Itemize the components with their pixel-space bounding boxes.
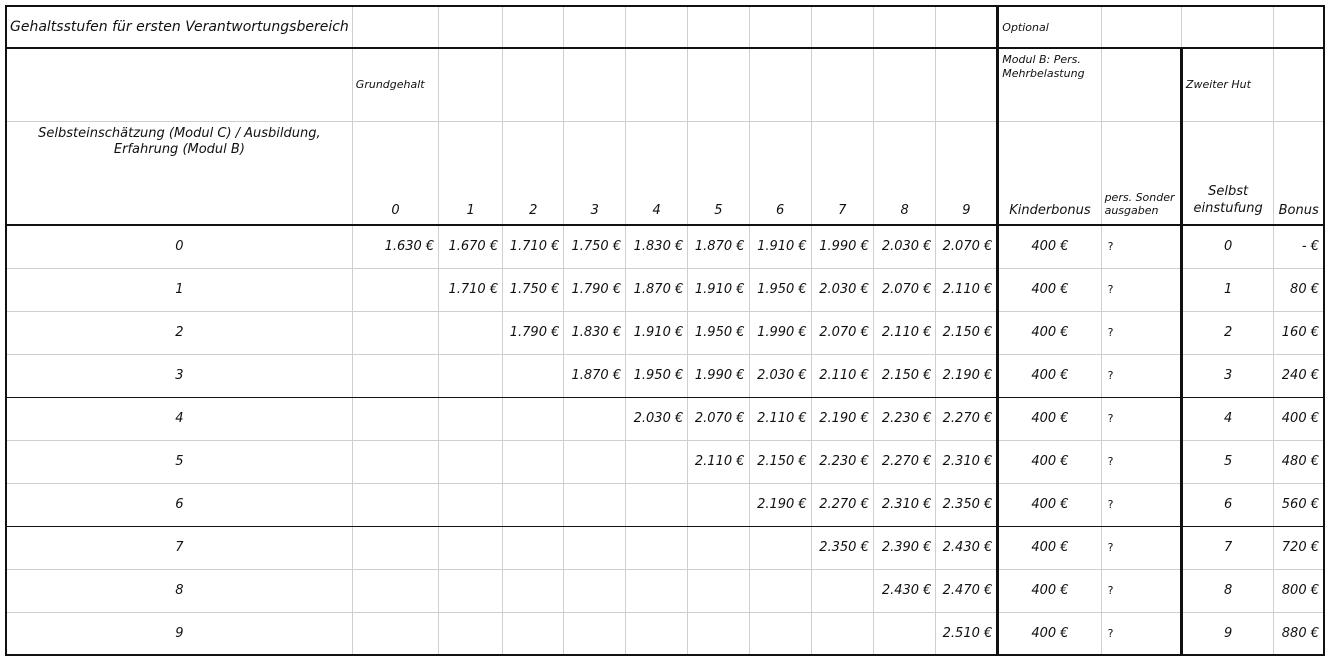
bonus-cell[interactable]: - € <box>1274 225 1324 268</box>
salary-cell[interactable] <box>749 612 811 655</box>
salary-cell[interactable] <box>503 612 564 655</box>
zweiter-hut-cell[interactable] <box>1181 48 1273 121</box>
salary-cell[interactable] <box>626 569 688 612</box>
salary-cell[interactable] <box>352 440 438 483</box>
salary-cell[interactable]: 2.270 € <box>936 397 998 440</box>
empty-cell[interactable] <box>1181 6 1273 48</box>
salary-cell[interactable] <box>503 483 564 526</box>
salary-cell[interactable]: 1.670 € <box>439 225 503 268</box>
kinderbonus-cell[interactable]: 400 € <box>998 483 1101 526</box>
salary-cell[interactable]: 2.510 € <box>936 612 998 655</box>
salary-cell[interactable]: 2.150 € <box>936 311 998 354</box>
salary-cell[interactable]: 2.070 € <box>873 268 936 311</box>
salary-cell[interactable] <box>503 397 564 440</box>
sonder-cell[interactable]: ? <box>1101 526 1181 569</box>
optional-label: Optional <box>1002 20 1049 34</box>
salary-cell[interactable] <box>626 526 688 569</box>
bonus-header[interactable] <box>1274 121 1324 225</box>
salary-cell[interactable]: 2.150 € <box>749 440 811 483</box>
level-header[interactable] <box>936 121 998 225</box>
level-header-label: 7 <box>838 203 847 218</box>
table-row <box>6 354 1324 397</box>
salary-cell[interactable] <box>439 440 503 483</box>
level-header-label: 9 <box>962 203 971 218</box>
salary-cell[interactable] <box>873 612 936 655</box>
selbsteinstufung-cell[interactable]: 3 <box>1181 354 1273 397</box>
salary-cell[interactable] <box>503 569 564 612</box>
salary-cell[interactable]: 1.990 € <box>688 354 749 397</box>
empty-cell[interactable] <box>503 48 564 121</box>
sonder-cell[interactable]: ? <box>1101 397 1181 440</box>
salary-cell[interactable]: 2.110 € <box>811 354 873 397</box>
salary-cell[interactable] <box>688 569 749 612</box>
salary-cell[interactable] <box>811 569 873 612</box>
empty-cell[interactable] <box>749 48 811 121</box>
salary-cell[interactable]: 2.030 € <box>811 268 873 311</box>
selbsteinstufung-cell[interactable]: 6 <box>1181 483 1273 526</box>
salary-cell[interactable]: 2.350 € <box>936 483 998 526</box>
row-level-cell[interactable]: 8 <box>6 569 352 612</box>
table-row <box>6 569 1324 612</box>
salary-cell[interactable] <box>352 268 438 311</box>
sheet-title-cell[interactable] <box>6 6 352 48</box>
salary-cell[interactable]: 2.190 € <box>936 354 998 397</box>
selbsteinstufung-cell[interactable]: 4 <box>1181 397 1273 440</box>
empty-cell[interactable] <box>352 6 438 48</box>
level-header[interactable] <box>626 121 688 225</box>
sonder-cell[interactable]: ? <box>1101 311 1181 354</box>
empty-cell[interactable] <box>6 48 352 121</box>
data-rows <box>6 225 1324 655</box>
kinderbonus-cell[interactable]: 400 € <box>998 526 1101 569</box>
grundgehalt-cell[interactable] <box>352 48 438 121</box>
sonder-cell[interactable]: ? <box>1101 612 1181 655</box>
kinderbonus-cell[interactable]: 400 € <box>998 354 1101 397</box>
row-level-cell[interactable]: 7 <box>6 526 352 569</box>
row-header-cell[interactable] <box>6 121 352 225</box>
optional-cell[interactable] <box>998 6 1101 48</box>
row-level-cell[interactable]: 0 <box>6 225 352 268</box>
kinderbonus-cell[interactable]: 400 € <box>998 440 1101 483</box>
salary-cell[interactable] <box>503 440 564 483</box>
zweiter-hut-label: Zweiter Hut <box>1185 78 1251 92</box>
bonus-cell[interactable]: 800 € <box>1274 569 1324 612</box>
table-row <box>6 483 1324 526</box>
table-row <box>6 225 1324 268</box>
bonus-cell[interactable]: 480 € <box>1274 440 1324 483</box>
row-level-cell[interactable]: 5 <box>6 440 352 483</box>
table-row <box>6 612 1324 655</box>
salary-cell[interactable]: 1.790 € <box>564 268 626 311</box>
salary-cell[interactable] <box>352 526 438 569</box>
empty-cell[interactable] <box>1101 6 1181 48</box>
empty-cell[interactable] <box>936 48 998 121</box>
sonder-cell[interactable]: ? <box>1101 569 1181 612</box>
empty-cell[interactable] <box>688 48 749 121</box>
salary-cell[interactable]: 2.030 € <box>626 397 688 440</box>
grundgehalt-label: Grundgehalt <box>355 78 425 92</box>
salary-cell[interactable] <box>439 397 503 440</box>
level-header-label: 2 <box>529 203 538 218</box>
level-header-label: 4 <box>652 203 661 218</box>
empty-cell[interactable] <box>811 48 873 121</box>
level-header-label: 0 <box>391 203 400 218</box>
selbsteinstufung-header[interactable] <box>1181 121 1273 225</box>
bonus-cell[interactable]: 80 € <box>1274 268 1324 311</box>
kinderbonus-cell[interactable]: 400 € <box>998 397 1101 440</box>
table-row <box>6 397 1324 440</box>
salary-cell[interactable] <box>626 440 688 483</box>
salary-cell[interactable] <box>439 526 503 569</box>
level-header-label: 3 <box>590 203 599 218</box>
salary-cell[interactable] <box>564 526 626 569</box>
empty-cell[interactable] <box>811 6 873 48</box>
salary-cell[interactable]: 2.110 € <box>749 397 811 440</box>
salary-cell[interactable] <box>352 569 438 612</box>
kinderbonus-cell[interactable]: 400 € <box>998 569 1101 612</box>
salary-cell[interactable] <box>352 612 438 655</box>
empty-cell[interactable] <box>626 6 688 48</box>
salary-cell[interactable]: 1.990 € <box>811 225 873 268</box>
salary-spreadsheet <box>5 5 1325 656</box>
empty-cell[interactable] <box>439 48 503 121</box>
empty-cell[interactable] <box>626 48 688 121</box>
level-header[interactable] <box>688 121 749 225</box>
empty-cell[interactable] <box>1101 48 1181 121</box>
salary-cell[interactable] <box>439 354 503 397</box>
salary-cell[interactable]: 1.750 € <box>503 268 564 311</box>
row-level-cell[interactable]: 2 <box>6 311 352 354</box>
salary-cell[interactable]: 2.030 € <box>749 354 811 397</box>
salary-cell[interactable] <box>811 612 873 655</box>
salary-cell[interactable]: 2.310 € <box>873 483 936 526</box>
salary-cell[interactable] <box>439 569 503 612</box>
sheet-title: Gehaltsstufen für ersten Verantwortungsbereich <box>10 19 349 35</box>
row-header-label: Selbsteinschätzung (Modul C) / Ausbildung, Erfahrung (Modul B) <box>38 125 321 157</box>
salary-cell[interactable]: 1.870 € <box>688 225 749 268</box>
level-header[interactable] <box>352 121 438 225</box>
salary-cell[interactable]: 2.070 € <box>936 225 998 268</box>
sonder-cell[interactable]: ? <box>1101 354 1181 397</box>
salary-cell[interactable] <box>749 569 811 612</box>
sonder-cell[interactable]: ? <box>1101 268 1181 311</box>
level-header[interactable] <box>439 121 503 225</box>
salary-cell[interactable]: 1.790 € <box>503 311 564 354</box>
salary-cell[interactable]: 2.430 € <box>936 526 998 569</box>
salary-cell[interactable]: 2.350 € <box>811 526 873 569</box>
salary-cell[interactable]: 2.270 € <box>811 483 873 526</box>
salary-cell[interactable] <box>564 397 626 440</box>
kinderbonus-cell[interactable]: 400 € <box>998 311 1101 354</box>
level-header[interactable] <box>564 121 626 225</box>
salary-cell[interactable]: 1.870 € <box>564 354 626 397</box>
empty-cell[interactable] <box>503 6 564 48</box>
salary-cell[interactable] <box>439 483 503 526</box>
salary-cell[interactable]: 1.710 € <box>439 268 503 311</box>
salary-cell[interactable]: 1.950 € <box>749 268 811 311</box>
selbsteinstufung-cell[interactable]: 8 <box>1181 569 1273 612</box>
row-level-cell[interactable]: 3 <box>6 354 352 397</box>
salary-cell[interactable]: 2.070 € <box>811 311 873 354</box>
salary-cell[interactable] <box>352 354 438 397</box>
selbsteinstufung-cell[interactable]: 2 <box>1181 311 1273 354</box>
salary-cell[interactable]: 2.110 € <box>936 268 998 311</box>
level-header-label: 6 <box>775 203 785 218</box>
salary-cell[interactable]: 1.710 € <box>503 225 564 268</box>
bonus-label: Bonus <box>1278 203 1319 218</box>
kinderbonus-cell[interactable]: 400 € <box>998 268 1101 311</box>
table-row <box>6 311 1324 354</box>
salary-cell[interactable] <box>503 354 564 397</box>
table-row <box>6 440 1324 483</box>
empty-cell[interactable] <box>873 48 936 121</box>
table-row <box>6 268 1324 311</box>
empty-cell[interactable] <box>688 6 749 48</box>
level-header-label: 5 <box>714 203 723 218</box>
table-row <box>6 526 1324 569</box>
empty-cell[interactable] <box>439 6 503 48</box>
bonus-cell[interactable]: 560 € <box>1274 483 1324 526</box>
salary-cell[interactable]: 2.430 € <box>873 569 936 612</box>
salary-cell[interactable]: 1.750 € <box>564 225 626 268</box>
salary-cell[interactable]: 1.950 € <box>688 311 749 354</box>
level-header[interactable] <box>503 121 564 225</box>
salary-cell[interactable]: 2.190 € <box>749 483 811 526</box>
empty-cell[interactable] <box>873 6 936 48</box>
bonus-cell[interactable]: 240 € <box>1274 354 1324 397</box>
pers-sonder-header[interactable] <box>1101 121 1181 225</box>
level-header[interactable] <box>749 121 811 225</box>
level-header-label: 8 <box>900 203 909 218</box>
salary-cell[interactable] <box>749 526 811 569</box>
salary-table <box>5 5 1325 656</box>
modul-b-label: Modul B: Pers. Mehrbelastung <box>1002 53 1085 80</box>
salary-cell[interactable] <box>564 440 626 483</box>
level-header[interactable] <box>811 121 873 225</box>
salary-cell[interactable]: 1.870 € <box>626 268 688 311</box>
salary-cell[interactable]: 2.110 € <box>688 440 749 483</box>
salary-cell[interactable] <box>503 526 564 569</box>
salary-cell[interactable] <box>564 612 626 655</box>
row-level-cell[interactable]: 6 <box>6 483 352 526</box>
salary-cell[interactable]: 1.950 € <box>626 354 688 397</box>
kinderbonus-header[interactable] <box>998 121 1101 225</box>
selbsteinstufung-cell[interactable]: 9 <box>1181 612 1273 655</box>
selbsteinstufung-cell[interactable]: 7 <box>1181 526 1273 569</box>
salary-cell[interactable]: 1.910 € <box>688 268 749 311</box>
bonus-cell[interactable]: 880 € <box>1274 612 1324 655</box>
salary-cell[interactable] <box>688 612 749 655</box>
pers-sonder-label: pers. Sonder ausgaben <box>1104 190 1175 218</box>
row-level-cell[interactable]: 4 <box>6 397 352 440</box>
sonder-cell[interactable]: ? <box>1101 225 1181 268</box>
salary-cell[interactable]: 1.830 € <box>564 311 626 354</box>
salary-cell[interactable]: 2.230 € <box>811 440 873 483</box>
modul-b-cell[interactable] <box>998 48 1101 121</box>
salary-cell[interactable]: 1.910 € <box>626 311 688 354</box>
salary-cell[interactable]: 1.990 € <box>749 311 811 354</box>
sonder-cell[interactable]: ? <box>1101 440 1181 483</box>
empty-cell[interactable] <box>749 6 811 48</box>
salary-cell[interactable] <box>352 397 438 440</box>
salary-cell[interactable]: 1.830 € <box>626 225 688 268</box>
kinderbonus-cell[interactable]: 400 € <box>998 225 1101 268</box>
salary-cell[interactable]: 2.150 € <box>873 354 936 397</box>
salary-cell[interactable] <box>688 483 749 526</box>
salary-cell[interactable] <box>626 612 688 655</box>
salary-cell[interactable]: 2.110 € <box>873 311 936 354</box>
salary-cell[interactable]: 2.070 € <box>688 397 749 440</box>
bonus-cell[interactable]: 160 € <box>1274 311 1324 354</box>
salary-cell[interactable]: 1.910 € <box>749 225 811 268</box>
empty-cell[interactable] <box>1274 6 1324 48</box>
selbsteinstufung-cell[interactable]: 0 <box>1181 225 1273 268</box>
salary-cell[interactable]: 2.230 € <box>873 397 936 440</box>
empty-cell[interactable] <box>564 6 626 48</box>
bonus-cell[interactable]: 400 € <box>1274 397 1324 440</box>
salary-cell[interactable]: 2.310 € <box>936 440 998 483</box>
sonder-cell[interactable]: ? <box>1101 483 1181 526</box>
bonus-cell[interactable]: 720 € <box>1274 526 1324 569</box>
selbsteinstufung-cell[interactable]: 1 <box>1181 268 1273 311</box>
salary-cell[interactable] <box>352 311 438 354</box>
level-header-label: 1 <box>466 203 475 218</box>
level-header[interactable] <box>873 121 936 225</box>
kinderbonus-cell[interactable]: 400 € <box>998 612 1101 655</box>
salary-cell[interactable]: 2.030 € <box>873 225 936 268</box>
salary-cell[interactable]: 1.630 € <box>352 225 438 268</box>
salary-cell[interactable]: 2.190 € <box>811 397 873 440</box>
kinderbonus-label: Kinderbonus <box>1009 203 1091 218</box>
empty-cell[interactable] <box>1274 48 1324 121</box>
salary-cell[interactable] <box>439 311 503 354</box>
salary-cell[interactable] <box>688 526 749 569</box>
salary-cell[interactable] <box>564 483 626 526</box>
row-level-cell[interactable]: 1 <box>6 268 352 311</box>
salary-cell[interactable]: 2.390 € <box>873 526 936 569</box>
selbsteinstufung-label: Selbst einstufung <box>1193 184 1263 217</box>
salary-cell[interactable]: 2.470 € <box>936 569 998 612</box>
salary-cell[interactable] <box>439 612 503 655</box>
empty-cell[interactable] <box>564 48 626 121</box>
salary-cell[interactable]: 2.270 € <box>873 440 936 483</box>
selbsteinstufung-cell[interactable]: 5 <box>1181 440 1273 483</box>
salary-cell[interactable] <box>352 483 438 526</box>
salary-cell[interactable] <box>626 483 688 526</box>
salary-cell[interactable] <box>564 569 626 612</box>
row-level-cell[interactable]: 9 <box>6 612 352 655</box>
empty-cell[interactable] <box>936 6 998 48</box>
